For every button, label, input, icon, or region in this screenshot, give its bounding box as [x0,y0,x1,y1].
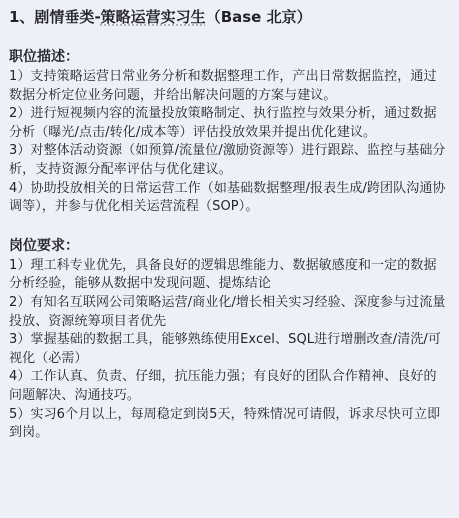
requirement-item: 3）掌握基础的数据工具，能够熟练使用Excel、SQL进行增删改查/清洗/可视化（必需） [9,332,441,366]
responsibilities-section [9,47,446,217]
job-title-prefix: 1、剧情垂类- [9,8,101,26]
job-title [9,6,446,28]
requirements-section [9,236,446,443]
responsibility-item: 3）对整体活动资源（如预算/流量位/激励资源等）进行跟踪、监控与基础分析，支持资源分配率评估与优化建议。 [9,143,446,177]
job-title-role: 策略运营实习生 [100,8,206,26]
responsibility-item: 4）协助投放相关的日常运营工作（如基础数据整理/报表生成/跨团队沟通协调等），并参与优化相关运营流程（SOP）。 [9,180,446,215]
section-gap [9,217,446,236]
responsibilities-heading: 职位描述： [9,49,79,65]
requirement-item: 2）有知名互联网公司策略运营/商业化/增长相关实习经验、深度参与过流量投放、资源统筹项目者优先 [9,294,446,329]
requirements-heading: 岗位要求： [9,237,79,254]
requirement-item: 1）理工科专业优先，具备良好的逻辑思维能力、数据敏感度和一定的数据分析经验，能够从数据中发现问题、提炼结论 [9,257,437,292]
requirement-item: 5）实习6个月以上，每周稳定到岗5天，特殊情况可请假，诉求尽快可立即到岗。 [9,406,441,441]
job-title-location: （Base 北京） [205,8,312,26]
requirement-item: 4）工作认真、负责、仔细，抗压能力强；有良好的团队合作精神、良好的问题解决、沟通技巧。 [9,369,437,403]
responsibility-item: 2）进行短视频内容的流量投放策略制定、执行监控与效果分析，通过数据分析（曝光/点击/转化/成本等）评估投放效果并提出优化建议。 [9,106,437,140]
responsibility-item: 1）支持策略运营日常业务分析和数据整理工作，产出日常数据监控，通过数据分析定位业务问题，并给出解决问题的方案与建议。 [9,69,437,103]
